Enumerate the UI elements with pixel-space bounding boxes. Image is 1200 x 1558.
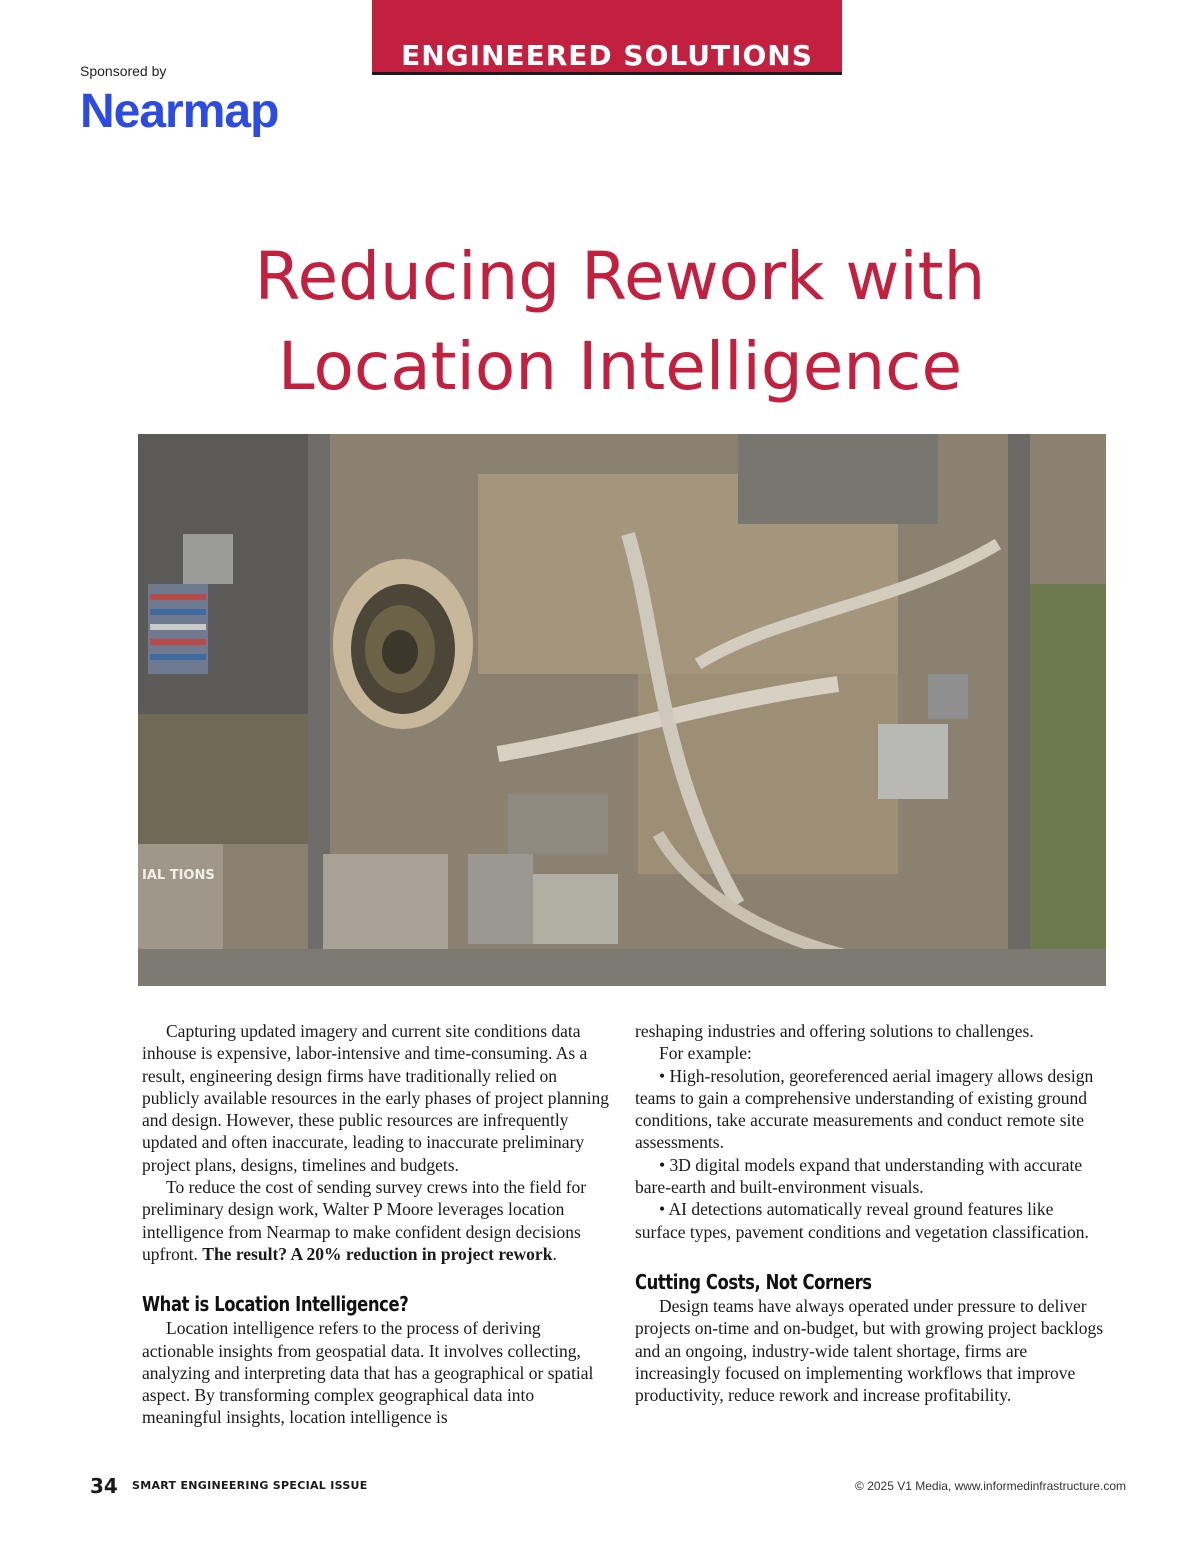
aerial-photo: [138, 434, 1106, 986]
bullet-3d-models: • 3D digital models expand that understanding with accurate bare-earth and built-environment visuals.: [635, 1154, 1083, 1198]
photo-signage: IAL TIONS: [142, 868, 215, 883]
section-banner: [372, 0, 842, 72]
title-line-1: Reducing Rework with: [254, 238, 986, 315]
right-column: [635, 1020, 1105, 1406]
left-paragraph-2: [142, 1176, 612, 1265]
subhead-cutting-costs: Cutting Costs, Not Corners: [635, 1269, 872, 1294]
copyright: © 2025 V1 Media, www.informedinfrastructure.com: [855, 1479, 1126, 1493]
subhead-location-intelligence: What is Location Intelligence?: [142, 1292, 409, 1317]
left-paragraph-1: Capturing updated imagery and current site conditions data inhouse is expensive, labor-intensive and time-consuming. As a result, engineering design firms have traditionally relied on publicly available resources in the early phases of project planning and design. However, these public resources are infrequently updated and often inaccurate, leading to inaccurate preliminary project plans, designs, timelines and budgets.: [142, 1021, 609, 1175]
sponsored-by-label: Sponsored by: [80, 63, 167, 79]
left-paragraph-2-text: To reduce the cost of sending survey crews into the field for preliminary design work, Walter P Moore leverages location intelligence from Nearmap to make confident design decisions upfront.: [142, 1177, 587, 1264]
right-paragraph-1: reshaping industries and offering solutions to challenges.: [635, 1021, 1034, 1041]
title-line-2: Location Intelligence: [277, 328, 963, 405]
sponsor-logo: Nearmap: [80, 85, 279, 138]
page-number: 34: [90, 1474, 118, 1498]
result-highlight: The result? A 20% reduction in project rework: [202, 1243, 553, 1264]
section-label: ENGINEERED SOLUTIONS: [372, 40, 842, 75]
right-paragraph-3: Design teams have always operated under pressure to deliver projects on-time and on-budget, but with growing project backlogs and an ongoing, industry-wide talent shortage, firms are increasingly focused on implementing workflows that improve productivity, reduce rework and increase profitability.: [635, 1295, 1104, 1406]
left-column: [142, 1020, 612, 1429]
bullet-imagery: • High-resolution, georeferenced aerial imagery allows design teams to gain a comprehensive understanding of existing ground conditions, take accurate measurements and conduct remote site assessments.: [635, 1065, 1094, 1153]
left-paragraph-2-end: .: [552, 1243, 557, 1264]
left-paragraph-3: Location intelligence refers to the process of deriving actionable insights from geospatial data. It involves collecting, analyzing and interpreting data that has a geographical or spatial aspect. By transforming complex geographical data into meaningful insights, location intelligence is: [142, 1318, 594, 1428]
article-title: [120, 232, 1120, 412]
bullet-ai-detections: • AI detections automatically reveal ground features like surface types, pavement conditions and vegetation classification.: [635, 1199, 1089, 1242]
right-paragraph-2: For example:: [659, 1043, 752, 1064]
issue-name: SMART ENGINEERING SPECIAL ISSUE: [132, 1479, 368, 1492]
